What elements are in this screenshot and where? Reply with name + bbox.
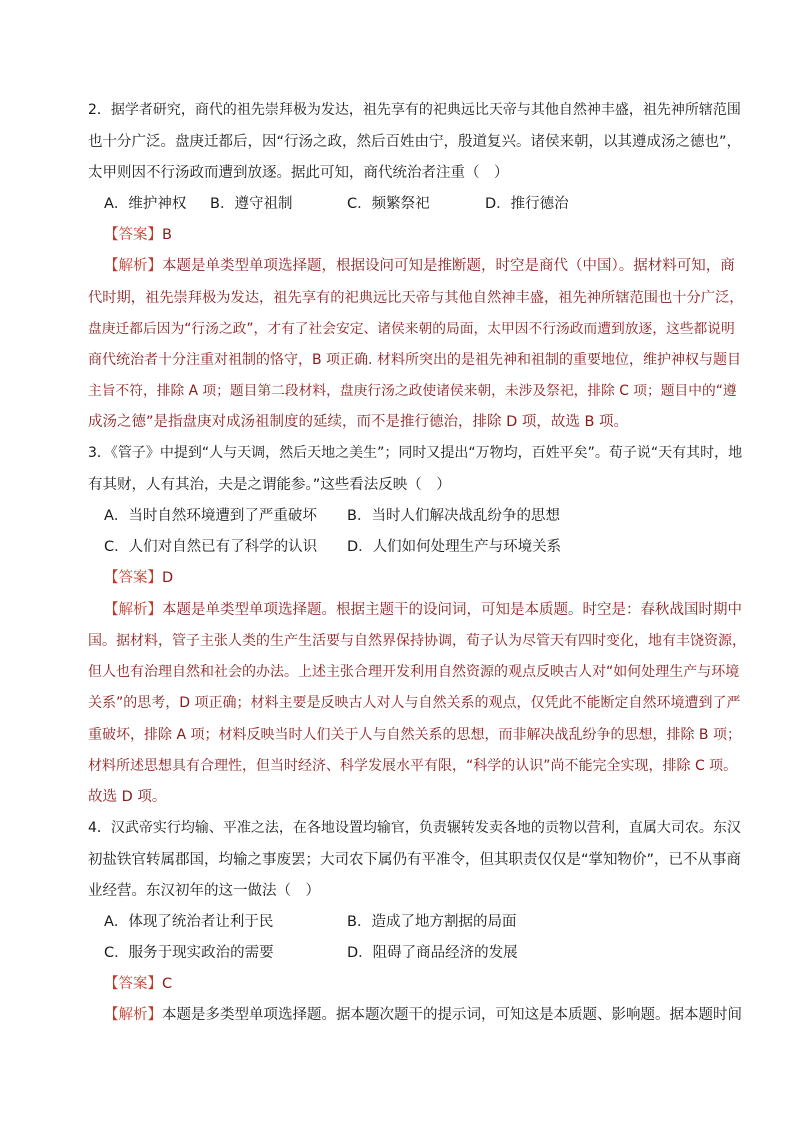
question-3-analysis-line-4: 关系”的思考，D 项正确；材料主要是反映古人对人与自然关系的观点，仅凭此不能断定自然环境遭到了严 <box>88 695 741 711</box>
analysis-text: 本题是单类型单项选择题，根据设问可知是推断题，时空是商代（中国）。据材料可知，商 <box>162 258 735 274</box>
question-4-analysis-line-1 <box>104 1005 742 1025</box>
question-4-line-1: 4．汉武帝实行均输、平准之法，在各地设置均输官，负责辗转发卖各地的贡物以营利，直属大司农。东汉 <box>88 820 741 836</box>
question-4-option-b: B．造成了地方割据的局面 <box>347 914 517 930</box>
answer-label: 【答案】 <box>104 570 162 586</box>
question-4-line-3: 业经营。东汉初年的这一做法（ ） <box>88 883 320 899</box>
question-4-option-a: A．体现了统治者让利于民 <box>104 914 274 930</box>
analysis-label: 【解析】 <box>104 602 162 618</box>
answer-label: 【答案】 <box>104 976 162 992</box>
question-2-line-2: 也十分广泛。盘庚迁都后，因“行汤之政，然后百姓由宁，殷道复兴。诸侯来朝，以其遵成汤之德也”， <box>88 134 742 150</box>
question-2-analysis-line-4: 商代统治者十分注重对祖制的恪守，B 项正确. 材料所突出的是祖先神和祖制的重要地位，维护神权与题目 <box>88 352 741 368</box>
question-3-option-a: A．当时自然环境遭到了严重破坏 <box>104 508 317 524</box>
question-2-analysis-line-6: 成汤之德”是指盘庚对成汤祖制度的延续，而不是推行德治，排除 D 项，故选 B 项。 <box>88 414 629 430</box>
question-3-option-d: D．人们如何处理生产与环境关系 <box>347 539 562 555</box>
question-3-line-2: 有其财，人有其治，夫是之谓能参。”这些看法反映（ ） <box>88 477 451 493</box>
question-2-option-c: C．频繁祭祀 <box>347 196 430 212</box>
question-4-option-d: D．阻碍了商品经济的发展 <box>347 945 518 961</box>
analysis-text: 本题是单类型单项选择题。根据主题干的设问词，可知是本质题。时空是：春秋战国时期中 <box>162 602 742 618</box>
question-3-analysis-line-1 <box>104 600 742 620</box>
question-3-line-1: 3．《管子》中提到“人与天调，然后天地之美生”；同时又提出“万物均，百姓平矣”。荀子说“天有其时，地 <box>88 445 743 461</box>
question-2-analysis-line-2: 代时期，祖先崇拜极为发达，祖先享有的祀典远比天帝与其他自然神丰盛，祖先神所辖范围也十分广泛， <box>88 290 744 306</box>
question-3-option-b: B．当时人们解决战乱纷争的思想 <box>347 508 560 524</box>
question-2-option-d: D．推行德治 <box>485 196 569 212</box>
question-2-option-a: A．维护神权 <box>104 196 187 212</box>
question-3-answer <box>104 568 173 588</box>
question-3-analysis-line-5: 重破坏，排除 A 项；材料反映当时人们关于人与自然关系的思想，而非解决战乱纷争的思想，排除 B 项； <box>88 727 741 743</box>
answer-value: D <box>162 570 174 586</box>
question-2-analysis-line-5: 主旨不符，排除 A 项；题目第二段材料，盘庚行汤之政使诸侯来朝，未涉及祭祀，排除 C 项；题目中的“遵 <box>88 383 737 399</box>
answer-label: 【答案】 <box>104 227 162 243</box>
question-3-analysis-line-7: 故选 D 项。 <box>88 789 167 805</box>
question-3-option-c: C．人们对自然已有了科学的认识 <box>104 539 318 555</box>
question-3-analysis-line-6: 材料所述思想具有合理性，但当时经济、科学发展水平有限，“科学的认识”尚不能完全实现，排除 C 项。 <box>88 758 738 774</box>
question-2-analysis-line-3: 盘庚迁都后因为“行汤之政”，才有了社会安定、诸侯来朝的局面，太甲因不行汤政而遭到放逐，这些都说明 <box>88 321 735 337</box>
analysis-label: 【解析】 <box>104 1007 162 1023</box>
answer-value: B <box>162 227 172 243</box>
question-2-answer <box>104 225 172 245</box>
question-3-analysis-line-3: 但人也有治理自然和社会的办法。上述主张合理开发利用自然资源的观点反映古人对“如何处理生产与环境 <box>88 664 740 680</box>
answer-value: C <box>162 976 173 992</box>
question-2-line-1: 2．据学者研究，商代的祖先崇拜极为发达，祖先享有的祀典远比天帝与其他自然神丰盛，祖先神所辖范围 <box>88 102 741 118</box>
analysis-label: 【解析】 <box>104 258 162 274</box>
question-3-analysis-line-2: 国。据材料，管子主张人类的生产生活要与自然界保持协调，荀子认为尽管天有四时变化，地有丰饶资源， <box>88 633 746 649</box>
question-2-line-3: 太甲则因不行汤政而遭到放逐。据此可知，商代统治者注重（ ） <box>88 165 509 181</box>
question-4-option-c: C．服务于现实政治的需要 <box>104 945 274 961</box>
question-4-answer <box>104 974 172 994</box>
question-4-line-2: 初盐铁官转属郡国，均输之事废罢；大司农下属仍有平准令，但其职责仅仅是“掌知物价”，已不从事商 <box>88 852 742 868</box>
question-2-option-b: B．遵守祖制 <box>210 196 293 212</box>
analysis-text: 本题是多类型单项选择题。据本题次题干的提示词，可知这是本质题、影响题。据本题时间 <box>162 1007 742 1023</box>
question-2-analysis-line-1 <box>104 256 735 276</box>
